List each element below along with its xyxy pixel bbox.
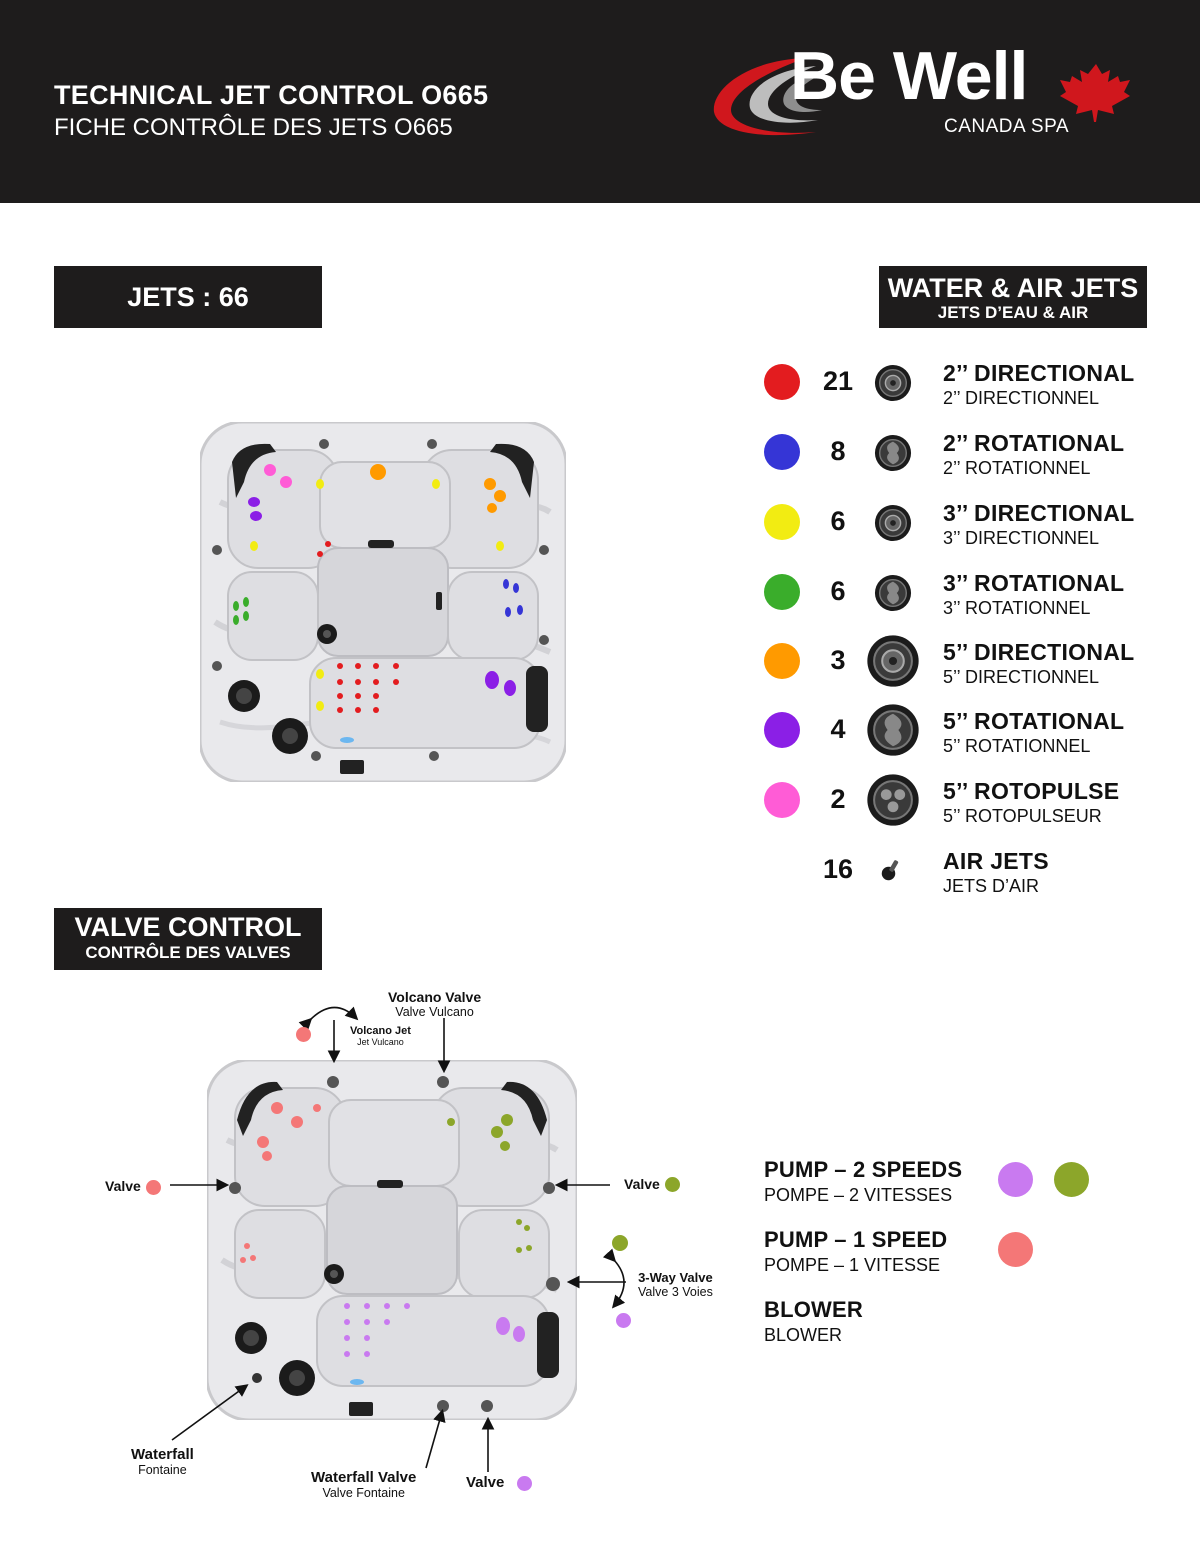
pump-color-dot	[998, 1162, 1033, 1197]
jet-type-name: 5’’ ROTOPULSE	[943, 778, 1120, 804]
directional-jet-icon	[874, 364, 912, 402]
pump-label: PUMP – 1 SPEED	[764, 1227, 948, 1252]
jet-legend-row	[760, 708, 1180, 768]
jet-color-dot	[764, 504, 800, 540]
pump-label-fr: POMPE – 2 VITESSES	[764, 1185, 953, 1205]
jet-type-name-fr: 2’’ DIRECTIONNEL	[943, 388, 1100, 408]
pump-legend-row	[764, 1297, 863, 1346]
jet-type-name: 3’’ ROTATIONAL	[943, 570, 1125, 596]
rotational-jet-icon	[866, 703, 920, 757]
valve-left-label: Valve	[105, 1178, 141, 1194]
jet-type-name: 5’’ DIRECTIONAL	[943, 639, 1135, 665]
valve-control-subtitle: CONTRÔLE DES VALVES	[85, 943, 291, 962]
logo-wordmark: Be Well	[790, 38, 1028, 114]
jet-legend-row	[760, 570, 1180, 630]
jet-legend-row	[760, 500, 1180, 560]
jet-count: 2	[830, 784, 846, 814]
jet-count: 4	[830, 714, 846, 744]
jet-count: 16	[822, 854, 854, 884]
valve-right-dot	[665, 1177, 680, 1192]
directional-jet-icon	[874, 504, 912, 542]
pump-color-dot	[1054, 1162, 1089, 1197]
volcano-valve-label: Volcano Valve Valve Vulcano	[388, 989, 482, 1019]
jet-color-dot	[764, 643, 800, 679]
jet-legend-row	[760, 778, 1180, 838]
page-title: TECHNICAL JET CONTROL O665	[54, 80, 489, 110]
rotational-jet-icon	[874, 434, 912, 472]
jet-type-name-fr: 5’’ ROTATIONNEL	[943, 736, 1091, 756]
jet-color-dot	[764, 434, 800, 470]
jet-type-name-fr: 5’’ DIRECTIONNEL	[943, 667, 1100, 687]
pump-legend-row	[764, 1157, 962, 1206]
jet-type-name: 3’’ DIRECTIONAL	[943, 500, 1135, 526]
water-air-subtitle: JETS D’EAU & AIR	[937, 303, 1089, 322]
volcano-jet-dot	[296, 1027, 311, 1042]
rotational-jet-icon	[874, 574, 912, 612]
waterfall-label: Waterfall Fontaine	[131, 1446, 194, 1477]
jet-legend-row	[760, 639, 1180, 699]
air-jet-icon	[878, 854, 908, 884]
jet-count: 21	[822, 366, 854, 396]
jet-count: 6	[830, 576, 846, 606]
jet-color-dot	[764, 364, 800, 400]
jet-type-name: 2’’ DIRECTIONAL	[943, 360, 1135, 386]
jet-type-name: 5’’ ROTATIONAL	[943, 708, 1125, 734]
jet-type-name-fr: 3’’ DIRECTIONNEL	[943, 528, 1100, 548]
jet-type-name-fr: 3’’ ROTATIONNEL	[943, 598, 1091, 618]
page-subtitle: FICHE CONTRÔLE DES JETS O665	[54, 114, 453, 141]
jet-legend-row	[760, 430, 1180, 490]
maple-leaf-icon	[1060, 64, 1130, 122]
valve-right-label: Valve	[624, 1176, 660, 1192]
water-air-heading	[879, 266, 1147, 328]
pump-color-dot	[998, 1232, 1033, 1267]
water-air-title: WATER & AIR JETS	[887, 273, 1139, 303]
jet-type-name: 2’’ ROTATIONAL	[943, 430, 1125, 456]
jet-legend-row	[760, 360, 1180, 420]
valve-bottom-label: Valve	[466, 1474, 505, 1491]
waterfall-valve-label: Waterfall Valve Valve Fontaine	[311, 1469, 417, 1500]
pump-label: PUMP – 2 SPEEDS	[764, 1157, 963, 1182]
three-way-valve-label: 3-Way Valve Valve 3 Voies	[638, 1270, 713, 1299]
three-way-olive-dot	[612, 1235, 628, 1251]
valve-bottom-dot	[517, 1476, 532, 1491]
rotopulse-jet-icon	[866, 773, 920, 827]
pump-legend-row	[764, 1227, 947, 1276]
valve-left-dot	[146, 1180, 161, 1195]
logo-subtext: CANADA SPA	[944, 116, 1070, 137]
jet-type-name-fr: 5’’ ROTOPULSEUR	[943, 806, 1102, 826]
jet-type-name-fr: JETS D’AIR	[943, 876, 1040, 896]
directional-jet-icon	[866, 634, 920, 688]
jet-legend-row	[760, 848, 1180, 908]
pump-label: BLOWER	[764, 1297, 863, 1322]
volcano-jet-label: Volcano Jet Jet Vulcano	[350, 1025, 411, 1047]
jet-count: 6	[830, 506, 846, 536]
valve-control-heading	[54, 908, 322, 970]
valve-control-title: VALVE CONTROL	[74, 912, 302, 942]
pump-label-fr: BLOWER	[764, 1325, 843, 1345]
annotation-arrows	[0, 980, 760, 1540]
brand-logo	[706, 40, 1166, 150]
pump-label-fr: POMPE – 1 VITESSE	[764, 1255, 941, 1275]
jet-count: 3	[830, 645, 846, 675]
jet-color-dot	[764, 712, 800, 748]
jet-color-dot	[764, 574, 800, 610]
jets-total-box: JETS : 66	[54, 266, 322, 328]
jet-color-dot	[764, 782, 800, 818]
header-banner	[0, 0, 1200, 203]
jet-type-name: AIR JETS	[943, 848, 1049, 874]
jet-type-name-fr: 2’’ ROTATIONNEL	[943, 458, 1091, 478]
jet-count: 8	[830, 436, 846, 466]
spa-top-view-jets	[200, 422, 566, 782]
three-way-lilac-dot	[616, 1313, 631, 1328]
